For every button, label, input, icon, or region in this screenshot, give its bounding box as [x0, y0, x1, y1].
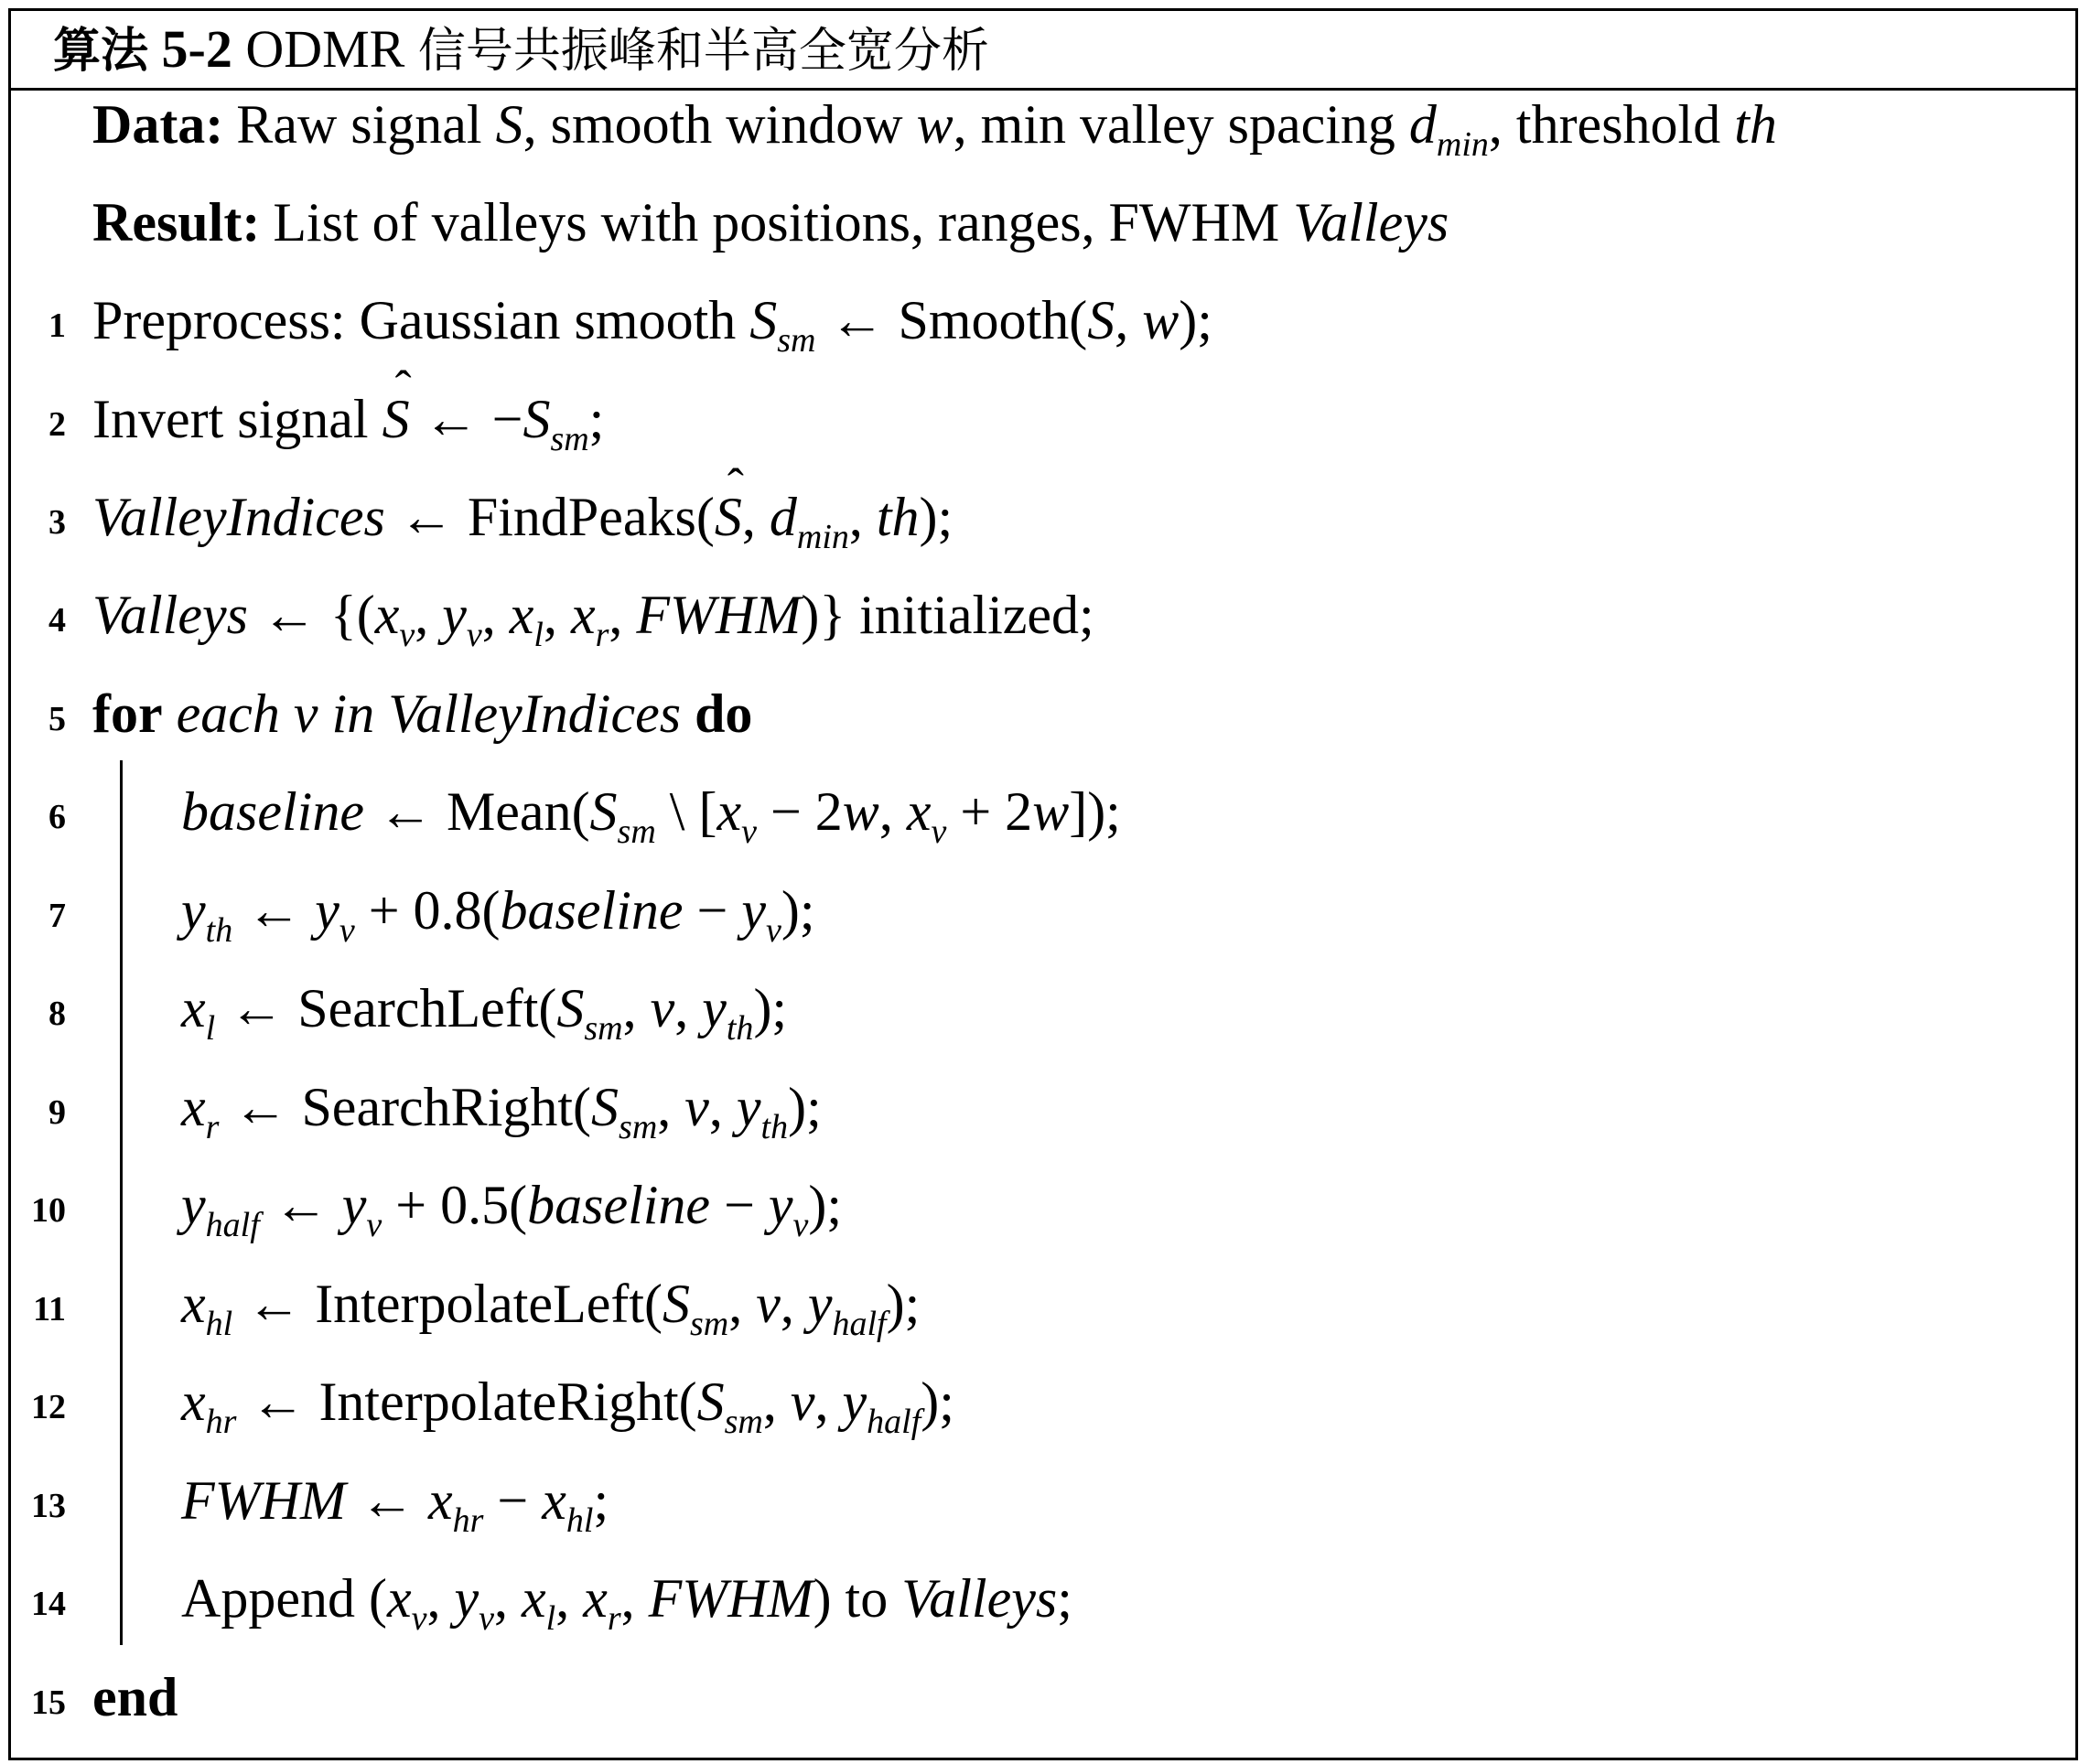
subscript: half [205, 1206, 260, 1244]
line-number: 13 [31, 1487, 66, 1525]
line-text: Preprocess: Gaussian smooth [92, 290, 750, 350]
data-text: , smooth window [522, 94, 917, 155]
symbol: x [542, 1470, 566, 1531]
function-name: Smooth( [898, 290, 1088, 350]
subscript: r [205, 1108, 220, 1146]
symbol: x [181, 1077, 206, 1137]
arrow: ← [384, 487, 468, 547]
subscript: sm [584, 1009, 623, 1048]
line-end: ); [919, 487, 953, 547]
symbol: FWHM [636, 585, 802, 645]
subscript: v [931, 812, 947, 851]
arrow: ← [815, 290, 899, 350]
line-number: 9 [48, 1093, 66, 1132]
data-text: , threshold [1488, 94, 1735, 155]
symbol: v [756, 1274, 781, 1334]
variable: Valleys [92, 585, 248, 645]
for-keyword: for [92, 683, 163, 744]
subscript: l [533, 616, 544, 654]
subscript: v [466, 616, 482, 654]
operator: \ [ [655, 781, 717, 842]
function-name: FindPeaks( [467, 487, 715, 547]
function-name: SearchLeft( [297, 978, 557, 1038]
result-valleys: Valleys [1293, 192, 1449, 253]
bracket: )} [801, 585, 860, 645]
line-end: ); [753, 978, 788, 1038]
subscript: sm [617, 812, 656, 851]
line-number: 14 [31, 1585, 66, 1623]
subscript: sm [724, 1403, 763, 1441]
symbol: S [662, 1274, 690, 1334]
line-end: ]); [1069, 781, 1121, 842]
data-d-sub: min [1436, 125, 1489, 164]
symbol: w [1032, 781, 1070, 842]
symbol: y [442, 585, 467, 645]
arrow: ← − [409, 389, 523, 449]
arrow: ← [259, 1175, 342, 1235]
result-text: List of valleys with positions, ranges, FWHM [273, 192, 1294, 253]
function-name: InterpolateLeft( [315, 1274, 663, 1334]
data-th: th [1734, 94, 1777, 155]
line-number: 8 [48, 995, 66, 1033]
function-name: SearchRight( [301, 1077, 592, 1137]
operator: − [483, 1470, 543, 1531]
symbol: S [522, 389, 551, 449]
algorithm-header [11, 11, 2075, 91]
arrow: ← [215, 978, 298, 1038]
symbol: FWHM [648, 1568, 813, 1629]
data-d: d [1408, 94, 1437, 155]
subscript: th [760, 1108, 789, 1146]
algorithm-title-en: ODMR [245, 19, 405, 79]
algorithm-title-zh: 信号共振峰和半高全宽分析 [417, 24, 989, 79]
line-number: 15 [31, 1683, 66, 1722]
algorithm-label: 算法 [53, 24, 149, 79]
variable: baseline [500, 880, 684, 941]
do-keyword: do [695, 683, 753, 744]
symbol-hat: ˆ S [382, 382, 410, 456]
subscript: hr [452, 1501, 484, 1540]
subscript: sm [777, 321, 816, 360]
end-keyword: end [92, 1667, 178, 1727]
symbol: x [427, 1470, 453, 1531]
symbol: x [181, 1274, 206, 1334]
symbol: x [906, 781, 932, 842]
symbol: v [790, 1371, 815, 1432]
arrow: ← [232, 880, 316, 941]
variable: baseline [181, 781, 364, 842]
subscript: sm [689, 1305, 729, 1343]
line-number: 12 [31, 1388, 66, 1426]
line-number: 6 [48, 798, 66, 836]
symbol: v [650, 978, 675, 1038]
line-text: initialized; [859, 585, 1094, 645]
variable: FWHM [181, 1470, 346, 1531]
subscript: v [765, 911, 781, 950]
subscript: half [867, 1403, 921, 1441]
loop-condition: each v in ValleyIndices [162, 683, 695, 744]
subscript: hl [566, 1501, 594, 1540]
operator: + 0.5( [382, 1175, 528, 1235]
subscript: sm [619, 1108, 658, 1146]
result-keyword: Result: [92, 192, 261, 253]
comma: , [741, 487, 770, 547]
symbol: x [583, 1568, 608, 1629]
variable: baseline [527, 1175, 711, 1235]
comma: , [848, 487, 877, 547]
symbol: y [341, 1175, 367, 1235]
algorithm-title [53, 16, 989, 84]
arguments: S, w [1087, 290, 1180, 350]
data-text: Raw signal [236, 94, 496, 155]
loop-indent-bar [120, 760, 123, 1645]
operator: − [683, 880, 742, 941]
symbol: S [696, 1371, 725, 1432]
data-keyword: Data: [92, 94, 224, 155]
arrow: ← [232, 1274, 316, 1334]
arrow: ← [345, 1470, 428, 1531]
arrow: ← [236, 1371, 319, 1432]
symbol: y [454, 1568, 479, 1629]
line-number: 1 [48, 307, 66, 345]
subscript: r [595, 616, 609, 654]
symbol: x [521, 1568, 546, 1629]
variable: Valleys [901, 1568, 1058, 1629]
symbol: x [386, 1568, 412, 1629]
line-number: 4 [48, 601, 66, 640]
symbol: y [181, 1175, 206, 1235]
symbol: S [589, 781, 618, 842]
subscript: v [741, 812, 757, 851]
symbol: y [736, 1077, 761, 1137]
subscript: th [205, 911, 233, 950]
symbol: x [716, 781, 742, 842]
subscript: v [366, 1206, 382, 1244]
line-number: 10 [31, 1191, 66, 1230]
subscript: v [479, 1599, 494, 1638]
arrow: ← {( [247, 585, 375, 645]
line-number: 5 [48, 700, 66, 738]
subscript: v [399, 616, 415, 654]
line-end: ; [1057, 1568, 1072, 1629]
operator: + 2 [946, 781, 1033, 842]
symbol: y [181, 880, 206, 941]
symbol: x [181, 978, 206, 1038]
symbol: y [807, 1274, 833, 1334]
algorithm-number: 5-2 [161, 19, 232, 79]
symbol: S [591, 1077, 619, 1137]
subscript: th [726, 1009, 754, 1048]
line-number: 11 [33, 1290, 66, 1328]
line-text: Invert signal [92, 389, 382, 449]
subscript: hr [205, 1403, 237, 1441]
variable: ValleyIndices [92, 487, 385, 547]
line-end: ; [588, 389, 605, 449]
line-number: 2 [48, 405, 66, 444]
subscript: v [411, 1599, 427, 1638]
arrow: ← [363, 781, 447, 842]
subscript: sm [550, 420, 589, 458]
subscript: half [832, 1305, 887, 1343]
subscript: l [205, 1009, 216, 1048]
symbol: x [374, 585, 400, 645]
operator: − [710, 1175, 769, 1235]
symbol: y [842, 1371, 867, 1432]
data-S: S [495, 94, 523, 155]
arrow: ← [219, 1077, 302, 1137]
subscript: l [545, 1599, 556, 1638]
operator: − 2 [756, 781, 843, 842]
operator: + 0.8( [354, 880, 501, 941]
line-end: ; [593, 1470, 609, 1531]
symbol: d [769, 487, 797, 547]
line-end: ); [808, 1175, 843, 1235]
function-name: InterpolateRight( [318, 1371, 697, 1432]
line-end: ); [781, 880, 815, 941]
line-end: ); [1179, 290, 1212, 350]
line-end: ); [921, 1371, 954, 1432]
symbol: y [741, 880, 766, 941]
symbol: y [315, 880, 339, 941]
line-number: 3 [48, 503, 66, 542]
subscript: v [339, 911, 355, 950]
symbol: S [749, 290, 778, 350]
symbol: th [876, 487, 920, 547]
subscript: v [792, 1206, 809, 1244]
symbol: w [842, 781, 879, 842]
subscript: hl [205, 1305, 233, 1343]
symbol: v [684, 1077, 709, 1137]
function-name: Mean( [446, 781, 590, 842]
symbol: x [181, 1371, 206, 1432]
subscript: r [607, 1599, 621, 1638]
symbol: S [556, 978, 585, 1038]
line-end: ); [886, 1274, 921, 1334]
function-name: Append ( [181, 1568, 387, 1629]
symbol-hat: ˆ S [715, 480, 742, 554]
line-text: ) to [813, 1568, 902, 1629]
data-w: w [916, 94, 953, 155]
symbol: x [570, 585, 596, 645]
line-number: 7 [48, 897, 66, 935]
symbol: y [702, 978, 727, 1038]
subscript: min [796, 518, 849, 556]
symbol: x [509, 585, 534, 645]
data-text: , min valley spacing [953, 94, 1409, 155]
symbol: y [768, 1175, 793, 1235]
line-end: ); [788, 1077, 822, 1137]
